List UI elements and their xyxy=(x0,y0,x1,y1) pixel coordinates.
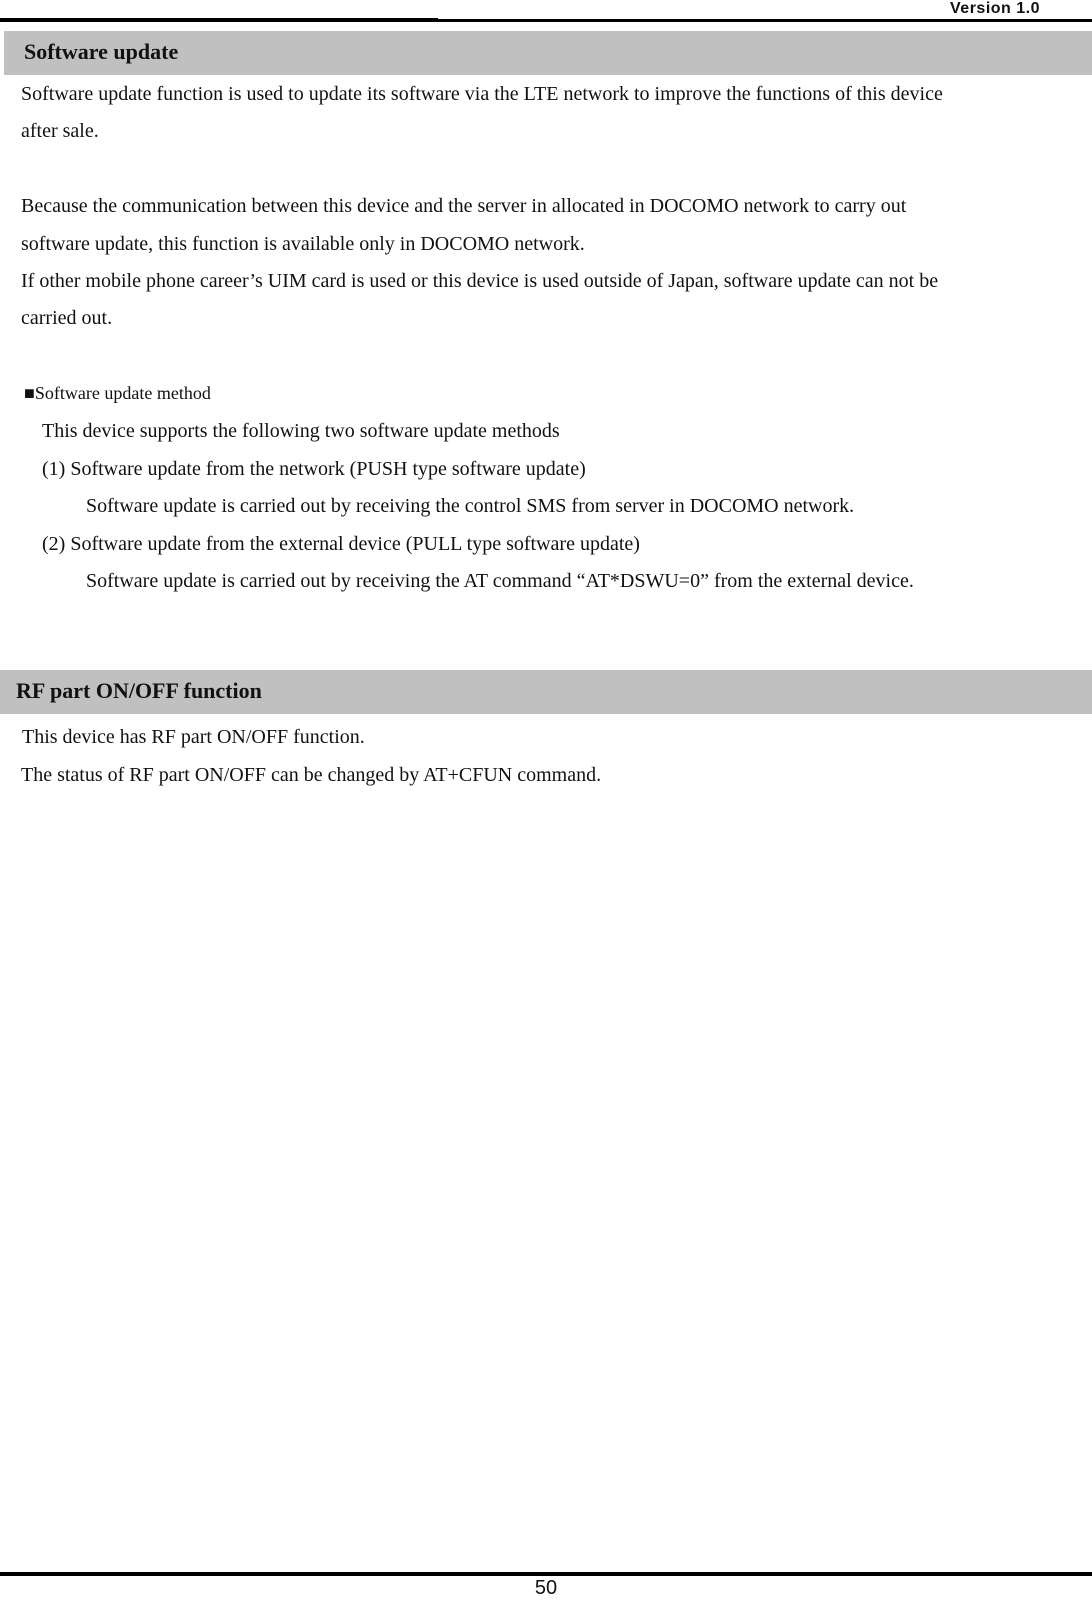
rf-line2: The status of RF part ON/OFF can be changed by AT+CFUN command. xyxy=(21,764,602,786)
header-rule-thick xyxy=(0,18,438,22)
version-label: Version 1.0 xyxy=(950,0,1040,17)
method-intro: This device supports the following two software update methods xyxy=(42,420,560,442)
page-number: 50 xyxy=(534,1577,558,1599)
sw-para2-line2: software update, this function is available only in DOCOMO network. xyxy=(21,233,585,255)
sw-para1-line1: Software update function is used to update its software via the LTE network to improve the functions of this device xyxy=(21,83,943,105)
sw-para2-line1: Because the communication between this device and the server in allocated in DOCOMO network to carry out xyxy=(21,195,907,217)
section-title-software-update: Software update xyxy=(4,31,1092,75)
header-rule-thin xyxy=(438,19,1092,22)
section-title-rf-part: RF part ON/OFF function xyxy=(0,670,1092,714)
rf-line1: This device has RF part ON/OFF function. xyxy=(22,726,365,748)
method1-desc: Software update is carried out by receiving the control SMS from server in DOCOMO network. xyxy=(86,495,855,517)
sw-para1-line2: after sale. xyxy=(21,120,99,142)
method2-title: (2) Software update from the external device (PULL type software update) xyxy=(42,533,640,555)
method-heading: ■Software update method xyxy=(24,383,211,403)
sw-para3-line1: If other mobile phone career’s UIM card is used or this device is used outside of Japan, software update can not be xyxy=(21,270,939,292)
sw-para3-line2: carried out. xyxy=(21,307,113,329)
method1-title: (1) Software update from the network (PUSH type software update) xyxy=(42,458,586,480)
method2-desc: Software update is carried out by receiving the AT command “AT*DSWU=0” from the external device. xyxy=(86,570,914,592)
